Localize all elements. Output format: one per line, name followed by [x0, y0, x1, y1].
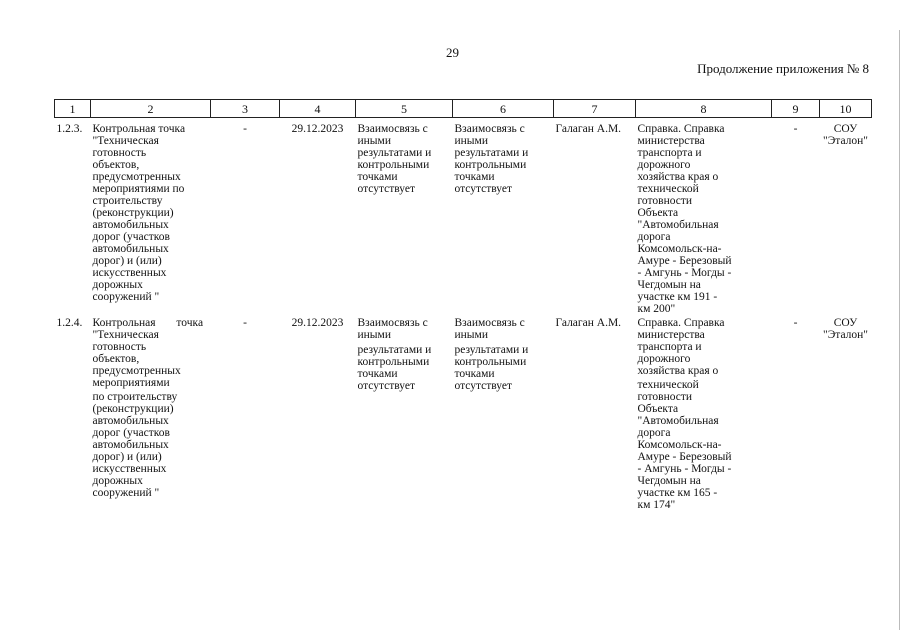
- col-header-6: 6: [453, 100, 554, 118]
- col9-value: -: [793, 317, 798, 329]
- control-point-name: Контрольная точка "Техническая готовность объектов, предусмотренных мероприятиями по строительству (реконструкции) автомобильных дорог (участков автомобильных дорог) и (или) искусственных дорожных сооружений ": [92, 317, 204, 499]
- predecessor-relation: Взаимосвязь с иными результатами и контрольными точками отсутствует: [357, 317, 432, 392]
- col-header-3: 3: [211, 100, 280, 118]
- table-row: [55, 118, 872, 316]
- col-header-4: 4: [280, 100, 356, 118]
- row-number: 1.2.3.: [56, 123, 83, 135]
- col-header-5: 5: [356, 100, 453, 118]
- predecessor-relation: Взаимосвязь с иными результатами и контрольными точками отсутствует: [357, 123, 432, 195]
- page-number: 29: [446, 45, 459, 60]
- successor-relation: Взаимосвязь с иными результатами и контрольными точками отсутствует: [454, 123, 529, 195]
- confirming-document: Справка. Справка министерства транспорта и дорожного хозяйства края о технической готовности Объекта "Автомобильная дорога Комсомольск-на- Амуре - Березовый - Амгунь - Могды - Чегдомын на участке км 165 - км 174": [637, 317, 732, 511]
- col-header-2: 2: [91, 100, 211, 118]
- col-header-7: 7: [554, 100, 636, 118]
- due-date: 29.12.2023: [291, 123, 344, 135]
- appendix-table: [54, 99, 872, 511]
- col-header-1: 1: [55, 100, 91, 118]
- row-number: 1.2.4.: [56, 317, 83, 329]
- col-header-9: 9: [772, 100, 820, 118]
- control-point-name: Контрольная точка "Техническая готовность объектов, предусмотренных мероприятиями по строительству (реконструкции) автомобильных дорог (участков автомобильных дорог) и (или) искусственных дорожных сооружений ": [92, 123, 186, 303]
- col9-value: -: [793, 123, 798, 135]
- information-system: СОУ "Эталон": [823, 317, 868, 341]
- due-date: 29.12.2023: [291, 317, 344, 329]
- confirming-document: Справка. Справка министерства транспорта и дорожного хозяйства края о технической готовности Объекта "Автомобильная дорога Комсомольск-на- Амуре - Березовый - Амгунь - Могды - Чегдомын на участке км 191 - км 200": [637, 123, 732, 315]
- responsible-person: Галаган А.М.: [555, 123, 622, 135]
- appendix-continuation-note: Продолжение приложения № 8: [697, 61, 869, 76]
- information-system: СОУ "Эталон": [823, 123, 868, 147]
- col3-value: -: [243, 123, 247, 135]
- successor-relation: Взаимосвязь с иными результатами и контрольными точками отсутствует: [454, 317, 529, 392]
- column-number-row: [55, 100, 872, 118]
- col3-value: -: [243, 317, 247, 329]
- table-row: [55, 315, 872, 511]
- scan-edge-mark: [899, 30, 900, 630]
- col-header-8: 8: [636, 100, 772, 118]
- responsible-person: Галаган А.М.: [555, 317, 622, 329]
- col-header-10: 10: [820, 100, 872, 118]
